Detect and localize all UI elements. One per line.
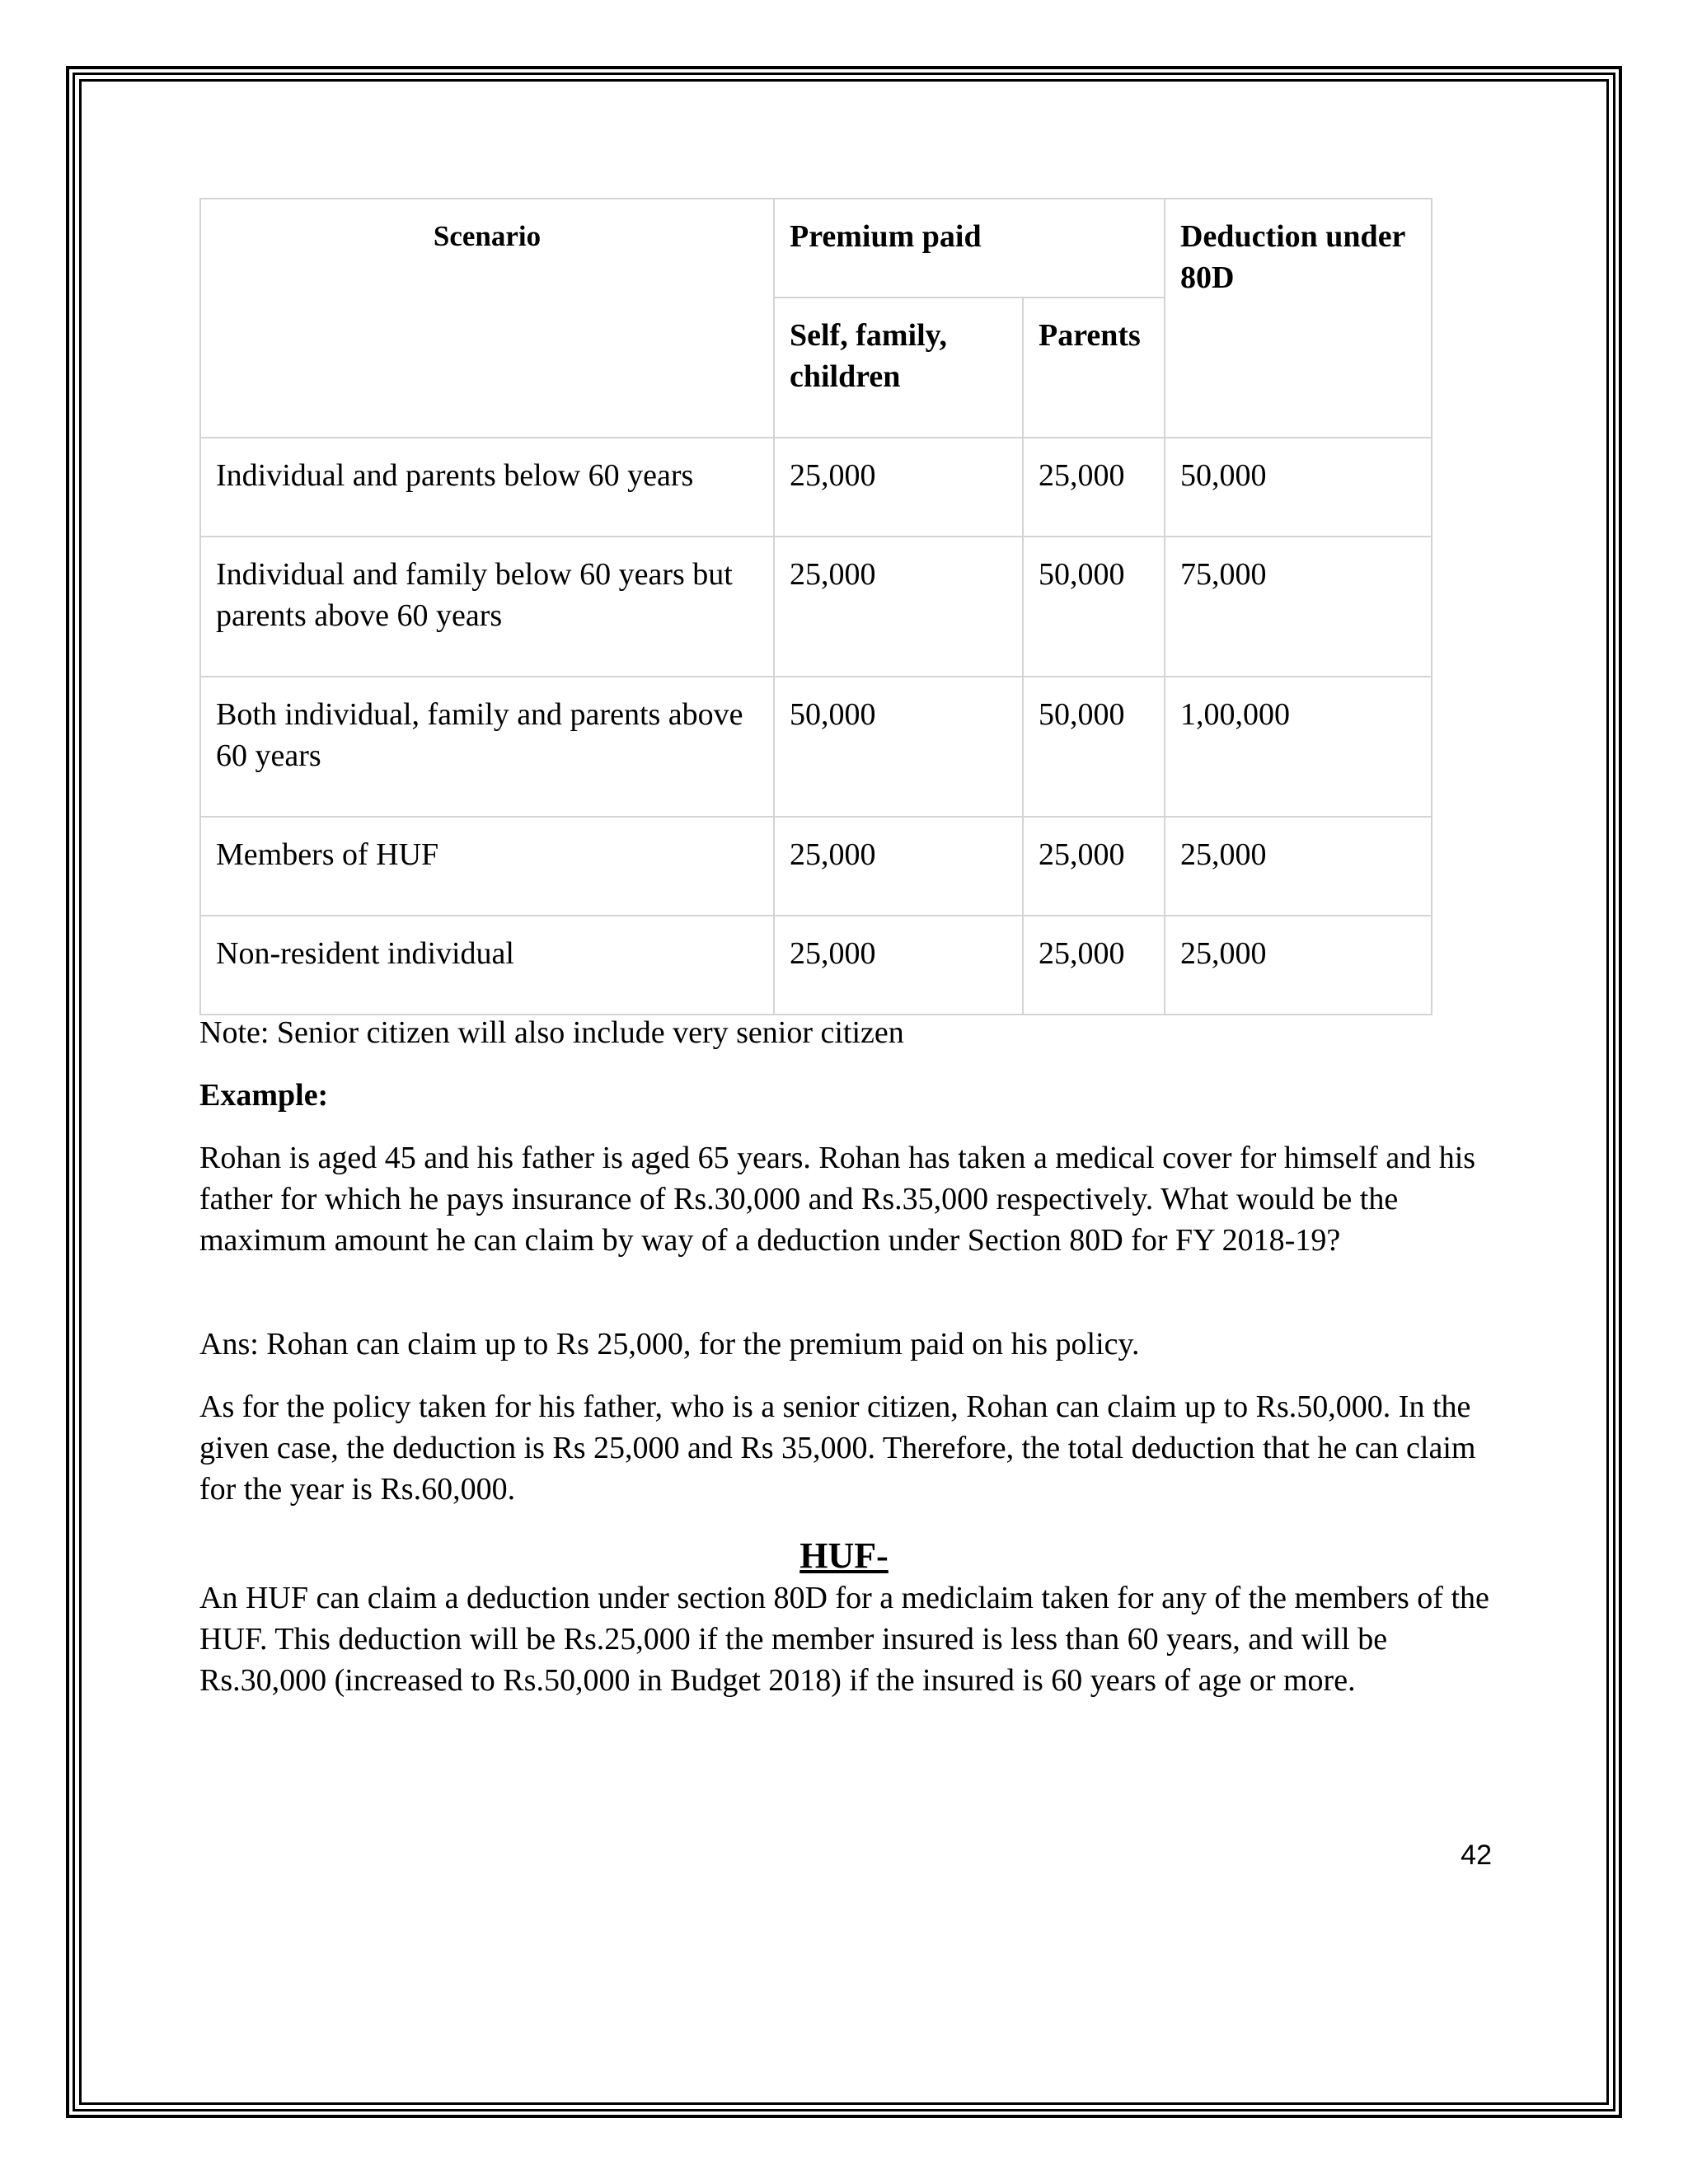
cell-self: 25,000 (774, 817, 1023, 916)
page-number: 42 (1461, 1840, 1492, 1871)
cell-parents: 50,000 (1023, 537, 1165, 677)
example-answer: Ans: Rohan can claim up to Rs 25,000, for the premium paid on his policy. (199, 1327, 1140, 1361)
deduction-table (199, 198, 1432, 1015)
cell-scenario: Individual and family below 60 years but parents above 60 years (200, 537, 774, 677)
table-row (200, 817, 1432, 916)
huf-paragraph: An HUF can claim a deduction under section 80D for a mediclaim taken for any of the members of the HUF. This deduction will be Rs.25,000 if the member insured is less than 60 years, and will be Rs.30,000 (increased to Rs.50,000 in Budget 2018) if the insured is 60 years of age or more. (199, 1581, 1489, 1698)
cell-self: 25,000 (774, 438, 1023, 537)
header-deduction: Deduction under 80D (1165, 199, 1432, 438)
senior-citizen-note: Note: Senior citizen will also include very senior citizen (199, 1015, 904, 1050)
cell-scenario: Individual and parents below 60 years (200, 438, 774, 537)
huf-heading: HUF- (799, 1535, 889, 1576)
cell-parents: 25,000 (1023, 817, 1165, 916)
cell-parents: 50,000 (1023, 677, 1165, 817)
header-parents: Parents (1023, 298, 1165, 438)
table-row (200, 916, 1432, 1015)
cell-scenario: Non-resident individual (200, 916, 774, 1015)
cell-parents: 25,000 (1023, 916, 1165, 1015)
header-premium-paid: Premium paid (774, 199, 1165, 298)
cell-deduction: 25,000 (1165, 916, 1432, 1015)
cell-deduction: 75,000 (1165, 537, 1432, 677)
cell-self: 25,000 (774, 537, 1023, 677)
cell-scenario: Both individual, family and parents above 60 years (200, 677, 774, 817)
header-scenario: Scenario (200, 199, 774, 438)
cell-deduction: 25,000 (1165, 817, 1432, 916)
example-question: Rohan is aged 45 and his father is aged 65 years. Rohan has taken a medical cover for himself and his father for which he pays insurance of Rs.30,000 and Rs.35,000 respectively. What would be the maximum amount he can claim by way of a deduction under Section 80D for FY 2018-19? (199, 1141, 1476, 1258)
cell-scenario: Members of HUF (200, 817, 774, 916)
cell-parents: 25,000 (1023, 438, 1165, 537)
table-header-row (200, 199, 1432, 298)
example-answer-detail: As for the policy taken for his father, who is a senior citizen, Rohan can claim up to Rs.50,000. In the given case, the deduction is Rs 25,000 and Rs 35,000. Therefore, the total deduction that he can claim for the year is Rs.60,000. (199, 1390, 1476, 1507)
table-row (200, 537, 1432, 677)
cell-deduction: 50,000 (1165, 438, 1432, 537)
table-row (200, 438, 1432, 537)
cell-deduction: 1,00,000 (1165, 677, 1432, 817)
cell-self: 25,000 (774, 916, 1023, 1015)
cell-self: 50,000 (774, 677, 1023, 817)
example-heading: Example: (199, 1078, 329, 1113)
table-row (200, 677, 1432, 817)
header-self-family-children: Self, family, children (774, 298, 1023, 438)
